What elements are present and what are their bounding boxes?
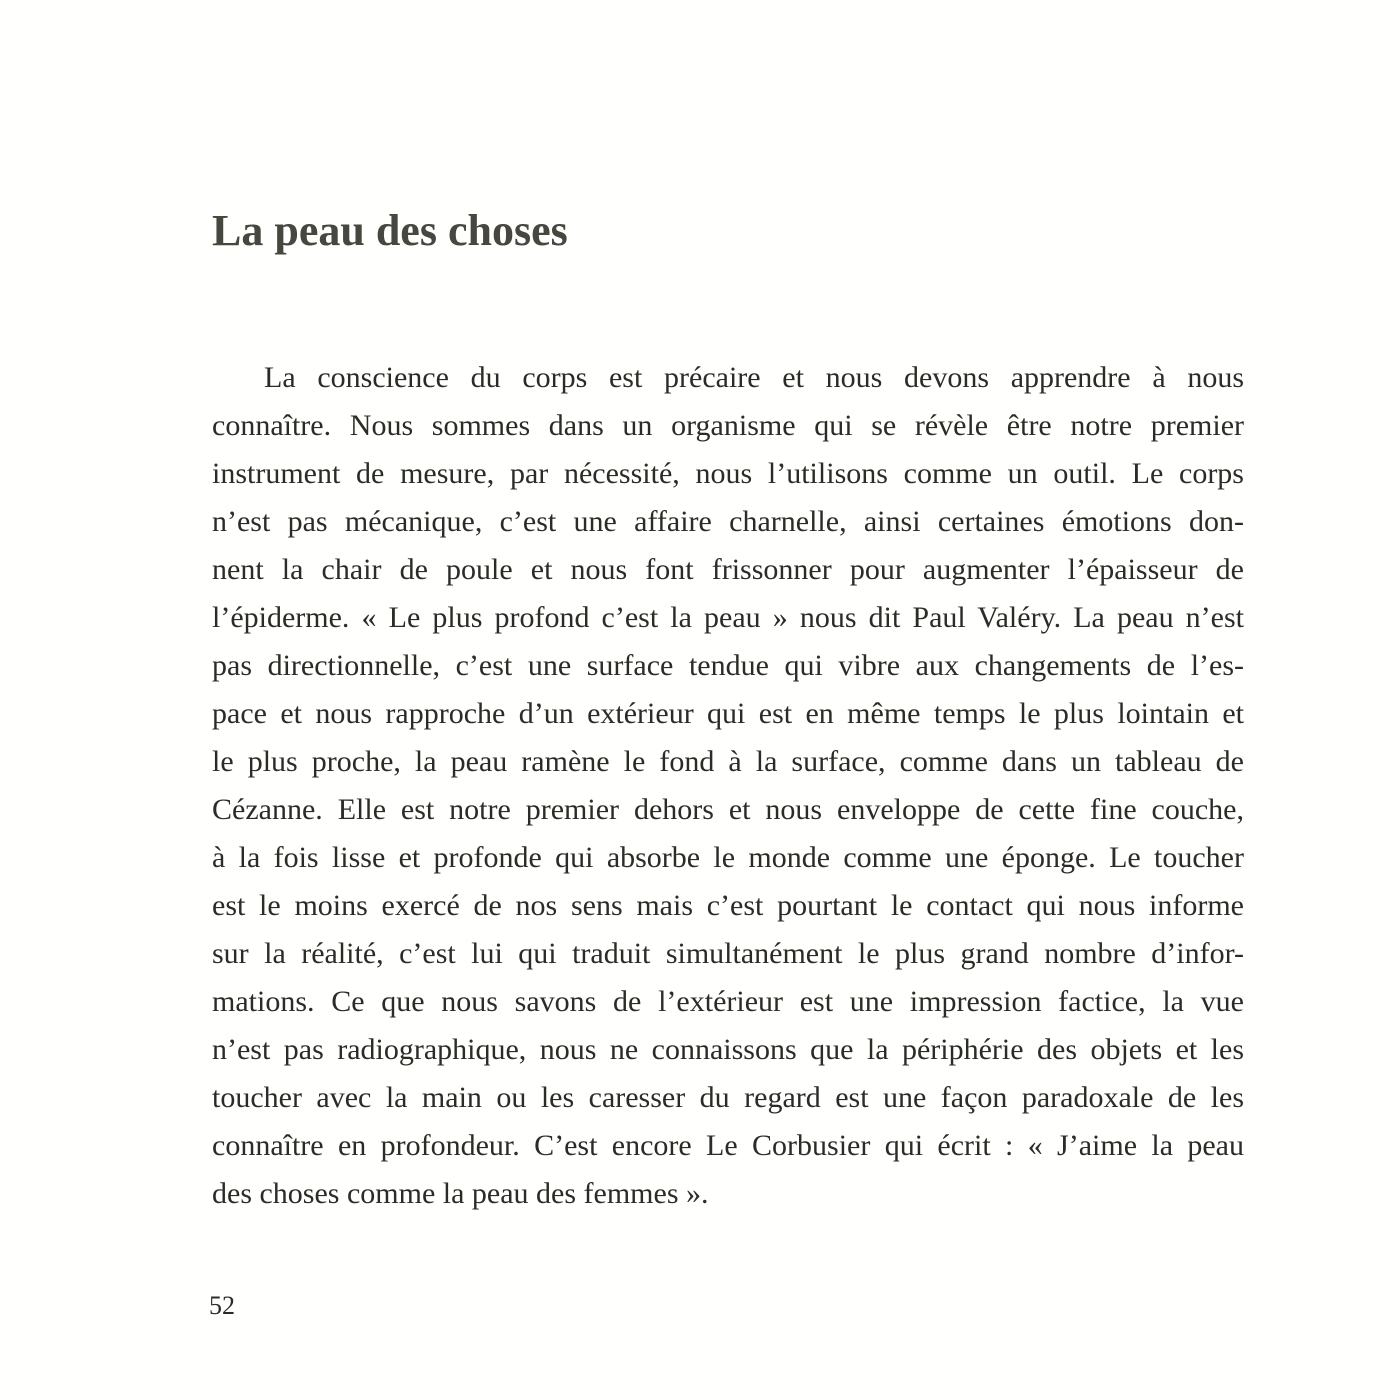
text-line: pas directionnelle, c’est une surface tendue qui vibre aux changements de l’es-	[212, 649, 1244, 682]
text-line: l’épiderme. « Le plus profond c’est la peau » nous dit Paul Valéry. La peau n’est	[212, 601, 1244, 634]
chapter-title: La peau des choses	[212, 206, 568, 255]
text-line: instrument de mesure, par nécessité, nous l’utilisons comme un outil. Le corps	[212, 457, 1244, 490]
text-line: le plus proche, la peau ramène le fond à la surface, comme dans un tableau de	[212, 745, 1244, 778]
text-line: à la fois lisse et profonde qui absorbe le monde comme une éponge. Le toucher	[212, 841, 1244, 874]
text-line: sur la réalité, c’est lui qui traduit simultanément le plus grand nombre d’infor-	[212, 937, 1244, 970]
text-line: Cézanne. Elle est notre premier dehors et nous enveloppe de cette fine couche,	[212, 793, 1244, 826]
text-line: des choses comme la peau des femmes ».	[212, 1177, 709, 1210]
text-line: est le moins exercé de nos sens mais c’est pourtant le contact qui nous informe	[212, 889, 1244, 922]
text-line: toucher avec la main ou les caresser du regard est une façon paradoxale de les	[212, 1081, 1244, 1114]
text-line: connaître. Nous sommes dans un organisme qui se révèle être notre premier	[212, 409, 1244, 442]
text-line: pace et nous rapproche d’un extérieur qui est en même temps le plus lointain et	[212, 697, 1244, 730]
text-line: n’est pas radiographique, nous ne connaissons que la périphérie des objets et les	[212, 1033, 1244, 1066]
text-line: connaître en profondeur. C’est encore Le Corbusier qui écrit : « J’aime la peau	[212, 1129, 1244, 1162]
text-line: La conscience du corps est précaire et nous devons apprendre à nous	[264, 361, 1244, 394]
page-number: 52	[209, 1291, 235, 1320]
text-line: mations. Ce que nous savons de l’extérieur est une impression factice, la vue	[212, 985, 1244, 1018]
text-line: n’est pas mécanique, c’est une affaire charnelle, ainsi certaines émotions don-	[212, 505, 1244, 538]
body-paragraph	[212, 354, 1244, 1218]
text-line: nent la chair de poule et nous font frissonner pour augmenter l’épaisseur de	[212, 553, 1244, 586]
